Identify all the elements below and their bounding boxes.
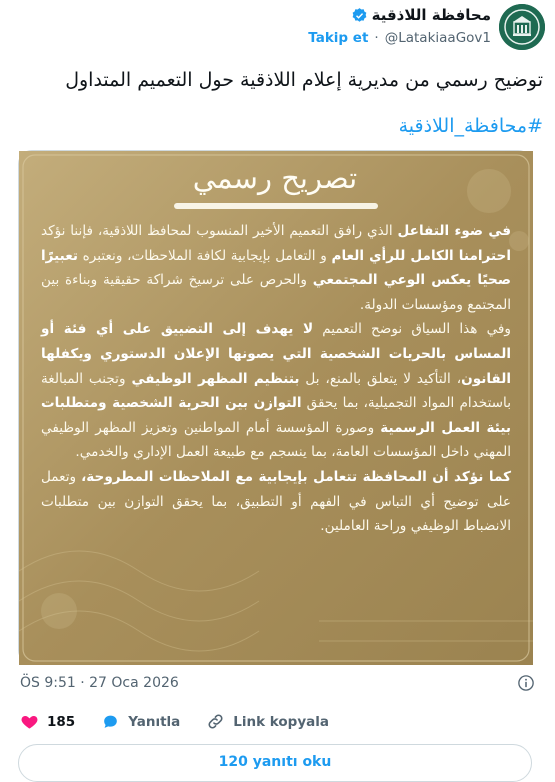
tweet-header [0,0,555,62]
tweet-text: توضيح رسمي من مديرية إعلام اللاذقية حول التعميم المتداول [65,69,543,91]
statement-paragraph-3: كما نؤكد أن المحافظة تتعامل بإيجابية مع الملاحظات المطروحة، وتعمل على توضيح أي التباس في الفهم أو التطبيق، بما يحقق التوازن بين متطلبات الانضباط الوظيفي وراحة العاملين. [41,468,511,535]
link-icon [206,712,225,731]
reply-bubble-icon [101,712,120,731]
display-name-row[interactable] [351,6,491,24]
separator-dot: · [374,30,379,46]
read-replies-button[interactable]: 120 yanıtı oku [18,744,532,782]
handle-row [308,30,491,46]
hashtag-link[interactable]: #محافظة_اللاذقية [398,115,543,137]
tweet-media-image[interactable] [18,150,532,664]
handle[interactable]: @LatakiaaGov1 [384,30,491,46]
copy-link-label: Link kopyala [233,713,329,730]
action-bar [20,712,355,731]
avatar[interactable] [499,4,545,50]
reply-button[interactable] [101,712,180,731]
reply-label: Yanıtla [128,713,181,730]
copy-link-button[interactable] [206,712,329,731]
statement-body [41,219,511,539]
follow-button[interactable]: Takip et [308,30,369,46]
info-icon[interactable] [517,674,535,692]
display-name[interactable]: محافظة اللاذقية [371,6,491,24]
title-underline [174,203,378,209]
statement-paragraph-1: في ضوء التفاعل الذي رافق التعميم الأخير المنسوب لمحافظ اللاذقية، فإننا نؤكد احترامنا الكامل للرأي العام و التعامل بإيجابية لكافة الملاحظات، ونعتبره تعبيرًا صحيًا يعكس الوعي المجتمعي والحرص على ترسيخ شراكة حقيقية وبناءة بين المجتمع ومؤسسات الدولة. [41,223,512,313]
heart-icon [20,712,39,731]
timestamp-row [20,674,535,692]
like-button[interactable] [20,712,75,731]
verified-badge-icon [351,7,368,24]
statement-title: تصريح رسمي [192,161,358,195]
timestamp[interactable]: ÖS 9:51 · 27 Oca 2026 [20,675,179,691]
government-emblem-icon [499,4,545,50]
statement-paragraph-2: وفي هذا السياق نوضح التعميم لا يهدف إلى التضييق على أي فئة أو المساس بالحريات الشخصية التي يصونها الإعلان الدستوري ويكفلها القانون، التأكيد لا يتعلق بالمنع، بل بتنظيم المظهر الوظيفي وتجنب المبالغة باستخدام المواد التجميلية، بما يحقق التوازن بين الحرية الشخصية ومتطلبات بيئة العمل الرسمية وصورة المؤسسة أمام المواطنين وتعزيز المظهر الوظيفي المهني داخل المؤسسات العامة، بما ينسجم مع طبيعة العمل الإداري والخدمي. [41,321,511,461]
like-count: 185 [47,713,76,730]
